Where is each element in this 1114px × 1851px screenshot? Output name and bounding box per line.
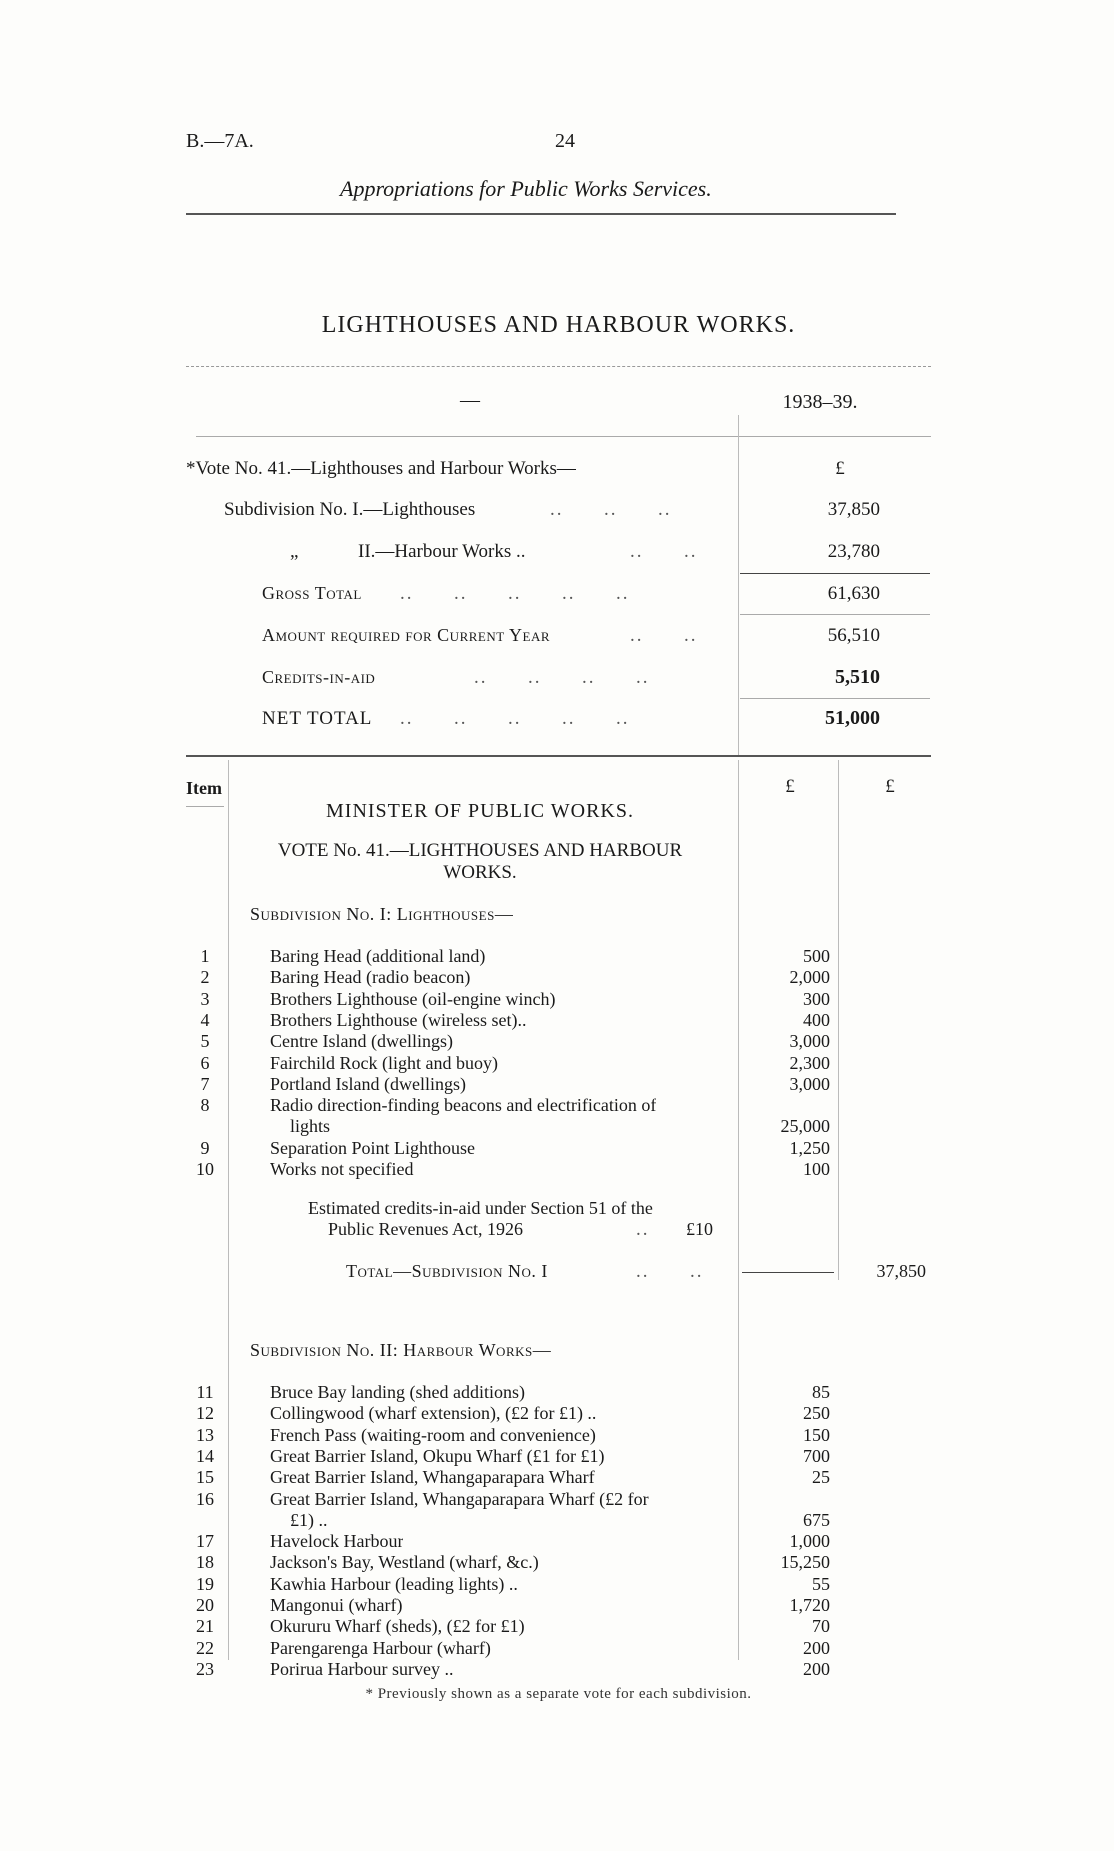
summary-gross-rule xyxy=(740,614,930,615)
detail-credits-note-2: Public Revenues Act, 1926 xyxy=(328,1219,523,1239)
item-number: 5 xyxy=(200,1031,210,1052)
summary-top-rule xyxy=(186,366,931,367)
item-number: 10 xyxy=(196,1159,214,1179)
item-amount: 675 xyxy=(803,1509,830,1530)
item-amount: 700 xyxy=(803,1445,830,1466)
summary-dots: .. .. xyxy=(630,541,698,562)
item-description: Bruce Bay landing (shed additions) xyxy=(270,1382,525,1402)
item-amount: 55 xyxy=(812,1573,830,1594)
item-number: 8 xyxy=(200,1095,210,1116)
item-amount: 200 xyxy=(803,1658,830,1679)
item-amount: 500 xyxy=(803,946,830,966)
item-amount: 100 xyxy=(803,1159,830,1179)
summary-dots: .. .. .. .. .. xyxy=(400,708,630,729)
summary-gross-value: 61,630 xyxy=(827,583,880,604)
summary-sub2-label: II.—Harbour Works .. xyxy=(358,541,526,562)
item-number: 4 xyxy=(200,1009,210,1030)
item-description: Great Barrier Island, Whangaparapara Wharf xyxy=(270,1467,595,1488)
page-number: 24 xyxy=(555,130,575,152)
item-description: Jackson's Bay, Westland (wharf, &c.) xyxy=(270,1552,539,1573)
item-description: Centre Island (dwellings) xyxy=(270,1031,453,1052)
summary-col-dash: — xyxy=(460,389,480,411)
item-amount: 300 xyxy=(803,988,830,1009)
detail-col-divider-1 xyxy=(738,760,739,1660)
item-amount: 150 xyxy=(803,1424,830,1445)
summary-col-divider xyxy=(738,415,739,755)
item-description: lights xyxy=(290,1116,331,1137)
summary-dots: .. .. .. xyxy=(550,499,672,520)
summary-sub2-value: 23,780 xyxy=(827,541,880,562)
summary-vote-line: *Vote No. 41.—Lighthouses and Harbour Works— xyxy=(186,458,576,479)
detail-credits-note-1: Estimated credits-in-aid under Section 51 of the xyxy=(308,1198,653,1218)
item-description: Collingwood (wharf extension), (£2 for £1) .. xyxy=(270,1403,597,1424)
detail-sub1-total-label: Total—Subdivision No. I xyxy=(346,1261,548,1281)
detail-sub2-heading: Subdivision No. II: Harbour Works— xyxy=(250,1340,552,1360)
summary-bottom-rule xyxy=(186,755,931,757)
footnote: * Previously shown as a separate vote for each subdivision. xyxy=(365,1686,752,1702)
item-number: 13 xyxy=(196,1424,214,1445)
item-number: 19 xyxy=(196,1573,214,1594)
item-number: 3 xyxy=(200,988,210,1009)
detail-item-header: Item xyxy=(186,778,222,798)
summary-sub2-mark: „ xyxy=(290,541,299,562)
summary-dots: .. .. xyxy=(630,625,698,646)
summary-amount-label: Amount required for Current Year xyxy=(262,625,551,645)
detail-currency-1: £ xyxy=(785,776,795,797)
detail-vote-title-1: VOTE No. 41.—LIGHTHOUSES AND HARBOUR xyxy=(277,840,683,861)
item-description: French Pass (waiting-room and convenience) xyxy=(270,1424,596,1445)
item-description: Parengarenga Harbour (wharf) xyxy=(270,1637,491,1658)
item-number: 11 xyxy=(196,1382,214,1402)
summary-header-rule xyxy=(196,436,931,437)
item-description: Portland Island (dwellings) xyxy=(270,1073,466,1094)
summary-net-label: NET TOTAL xyxy=(262,708,373,729)
item-amount: 250 xyxy=(803,1403,830,1424)
page-title: LIGHTHOUSES AND HARBOUR WORKS. xyxy=(321,312,796,338)
item-description: Great Barrier Island, Okupu Wharf (£1 for £1) xyxy=(270,1445,605,1466)
item-number: 7 xyxy=(200,1073,210,1094)
item-number: 6 xyxy=(200,1052,210,1073)
item-description: Havelock Harbour xyxy=(270,1531,404,1552)
detail-credits-note-amount: £10 xyxy=(686,1219,713,1239)
item-amount: 2,000 xyxy=(789,967,830,988)
item-number: 21 xyxy=(196,1616,214,1637)
item-amount: 25,000 xyxy=(780,1116,830,1137)
summary-dots: .. .. .. .. xyxy=(474,667,650,688)
summary-net-value: 51,000 xyxy=(825,707,880,729)
detail-sub1-total-rule xyxy=(742,1272,834,1273)
item-number: 23 xyxy=(196,1658,214,1679)
item-amount: 3,000 xyxy=(789,1073,830,1094)
item-amount: 400 xyxy=(803,1009,830,1030)
summary-dots: .. .. .. .. .. xyxy=(400,583,630,604)
item-amount: 3,000 xyxy=(789,1031,830,1052)
item-number: 1 xyxy=(200,946,210,966)
item-amount: 1,250 xyxy=(789,1137,830,1158)
summary-amount-value: 56,510 xyxy=(827,625,880,646)
item-description: Radio direction-finding beacons and electrification of xyxy=(270,1095,657,1116)
detail-currency-2: £ xyxy=(885,776,895,797)
summary-credits-label: Credits-in-aid xyxy=(262,667,376,687)
item-description: Mangonui (wharf) xyxy=(270,1595,403,1615)
detail-dots: .. .. xyxy=(636,1261,704,1282)
item-description: Baring Head (additional land) xyxy=(270,946,486,966)
item-number: 14 xyxy=(196,1445,214,1466)
summary-sub1-label: Subdivision No. I.—Lighthouses xyxy=(224,499,476,520)
item-amount: 15,250 xyxy=(780,1552,830,1573)
item-description: Porirua Harbour survey .. xyxy=(270,1658,454,1679)
item-number: 17 xyxy=(196,1531,214,1552)
detail-minister: MINISTER OF PUBLIC WORKS. xyxy=(326,800,634,822)
item-description: Separation Point Lighthouse xyxy=(270,1137,475,1158)
item-amount: 200 xyxy=(803,1637,830,1658)
item-number: 18 xyxy=(196,1552,214,1573)
item-amount: 25 xyxy=(812,1467,830,1488)
summary-subtotal-rule xyxy=(740,573,930,574)
detail-sub1-heading: Subdivision No. I: Lighthouses— xyxy=(250,904,514,924)
item-amount: 85 xyxy=(812,1382,830,1402)
detail-item-divider xyxy=(228,760,229,1660)
detail-col-divider-2 xyxy=(838,760,839,1280)
item-description: Kawhia Harbour (leading lights) .. xyxy=(270,1573,518,1594)
item-description: Brothers Lighthouse (oil-engine winch) xyxy=(270,988,556,1009)
item-description: Fairchild Rock (light and buoy) xyxy=(270,1052,498,1073)
item-description: Okururu Wharf (sheds), (£2 for £1) xyxy=(270,1616,525,1637)
summary-gross-label: Gross Total xyxy=(262,583,362,603)
summary-sub1-value: 37,850 xyxy=(827,499,880,520)
summary-credits-rule xyxy=(740,698,930,699)
header-rule xyxy=(186,213,896,215)
item-amount: 1,720 xyxy=(789,1595,830,1615)
item-number: 2 xyxy=(200,967,210,988)
item-description: £1) .. xyxy=(290,1509,328,1530)
item-description: Works not specified xyxy=(270,1159,414,1179)
item-number: 12 xyxy=(196,1403,214,1424)
item-number: 16 xyxy=(196,1488,214,1509)
detail-dots: .. xyxy=(636,1219,650,1240)
summary-col-year: 1938–39. xyxy=(782,391,858,413)
page-subtitle: Appropriations for Public Works Services. xyxy=(340,176,712,201)
summary-currency: £ xyxy=(835,458,845,479)
item-description: Baring Head (radio beacon) xyxy=(270,967,471,988)
item-number: 15 xyxy=(196,1467,214,1488)
detail-vote-title-2: WORKS. xyxy=(443,862,517,883)
item-number: 20 xyxy=(196,1595,214,1615)
detail-item-rule xyxy=(186,806,224,807)
item-amount: 70 xyxy=(812,1616,830,1637)
detail-sub1-total-value: 37,850 xyxy=(876,1261,926,1281)
item-description: Brothers Lighthouse (wireless set).. xyxy=(270,1009,527,1030)
item-amount: 2,300 xyxy=(789,1052,830,1073)
item-amount: 1,000 xyxy=(789,1531,830,1552)
summary-credits-value: 5,510 xyxy=(835,666,880,688)
document-code: B.—7A. xyxy=(186,130,254,152)
item-description: Great Barrier Island, Whangaparapara Wharf (£2 for xyxy=(270,1488,649,1509)
item-number: 22 xyxy=(196,1637,214,1658)
item-number: 9 xyxy=(200,1137,210,1158)
